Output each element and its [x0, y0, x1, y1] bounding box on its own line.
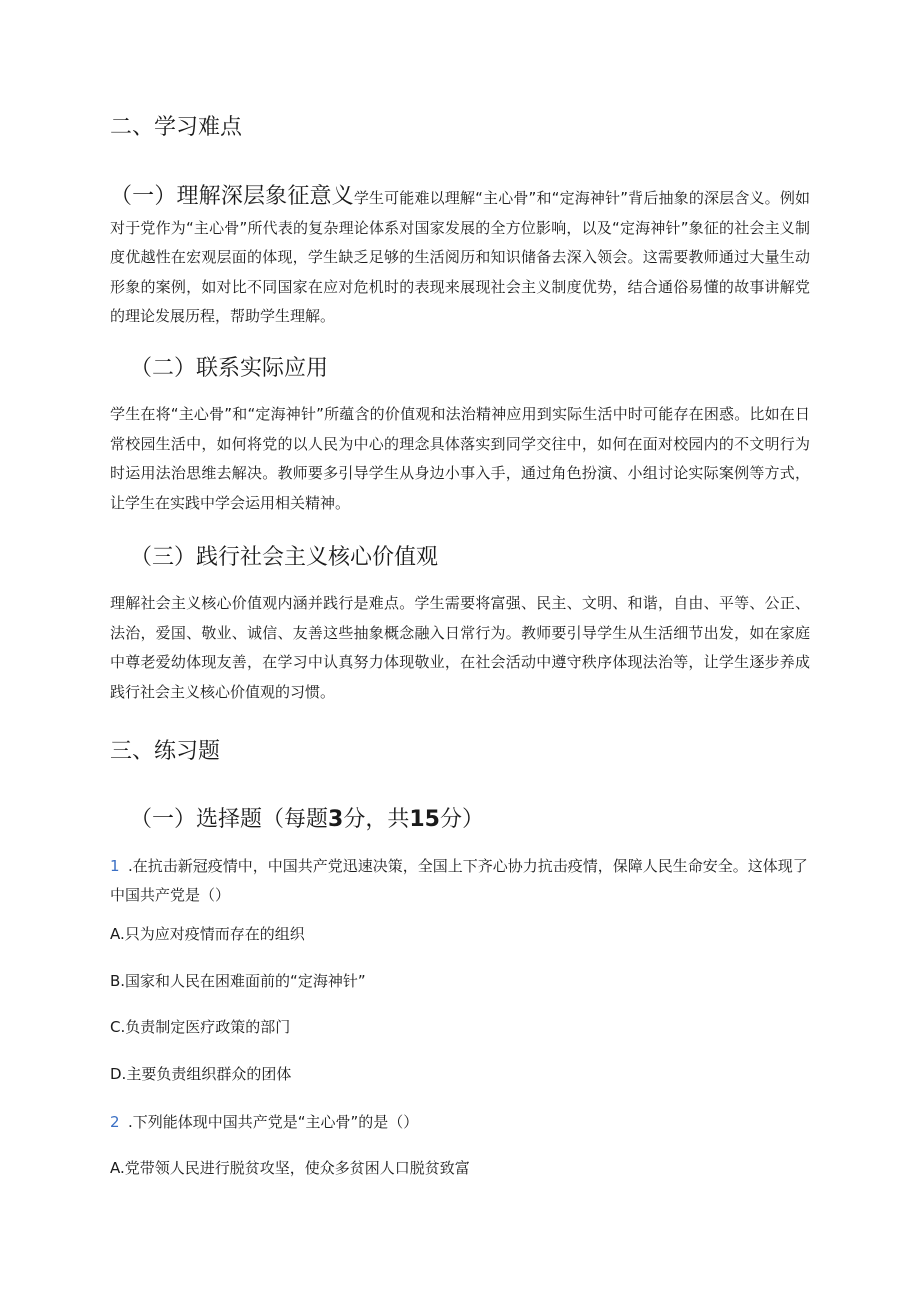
question-1-option-b: B.国家和人民在困难面前的“定海神针” [110, 972, 366, 990]
difficulty-2-heading: （二）联系实际应用 [130, 356, 329, 381]
question-1 [110, 852, 810, 910]
question-1-option-d: D.主要负责组织群众的团体 [110, 1065, 292, 1083]
difficulty-1-text: 学生可能难以理解“主心骨”和“定海神针”背后抽象的深层含义。例如对于党作为“主心骨”所代表的复杂理论体系对国家发展的全方位影响，以及“定海神针”象征的社会主义制度优越性在宏观层面的体现，学生缺乏足够的生活阅历和知识储备去深入领会。这需要教师通过大量生动形象的案例，如对比不同国家在应对危机时的表现来展现社会主义制度优势，结合通俗易懂的故事讲解党的理论发展历程，帮助学生理解。 [110, 189, 810, 325]
choice-heading-part: 分，共 [343, 807, 410, 832]
choice-heading-part: 分） [439, 807, 484, 832]
difficulty-2-text: 学生在将“主心骨”和“定海神针”所蕴含的价值观和法治精神应用到实际生活中时可能存在困惑。比如在日常校园生活中，如何将党的以人民为中心的理念具体落实到同学交往中，如何在面对校园内的不文明行为时运用法治思维去解决。教师要多引导学生从身边小事入手，通过角色扮演、小组讨论实际案例等方式，让学生在实践中学会运用相关精神。 [110, 405, 810, 512]
difficulty-3-text: 理解社会主义核心价值观内涵并践行是难点。学生需要将富强、民主、文明、和谐，自由、平等、公正、法治，爱国、敬业、诚信、友善这些抽象概念融入日常行为。教师要引导学生从生活细节出发，如在家庭中尊老爱幼体现友善，在学习中认真努力体现敬业，在社会活动中遵守秩序体现法治等，让学生逐步养成践行社会主义核心价值观的习惯。 [110, 594, 810, 701]
question-1-option-c: C.负责制定医疗政策的部门 [110, 1018, 291, 1036]
difficulty-1-heading: （一）理解深层象征意义 [110, 184, 354, 209]
choice-heading-part: （一）选择题（每题 [130, 807, 329, 832]
difficulty-1-paragraph [110, 182, 810, 332]
points-per-question: 3 [328, 807, 344, 832]
difficulty-3-heading: （三）践行社会主义核心价值观 [130, 545, 439, 570]
question-number: 2 [110, 1113, 120, 1131]
section-heading-exercises: 三、练习题 [110, 739, 221, 764]
section-heading-difficulties: 二、学习难点 [110, 115, 243, 140]
question-2-option-a: A.党带领人民进行脱贫攻坚，使众多贫困人口脱贫致富 [110, 1159, 470, 1177]
question-stem: .在抗击新冠疫情中，中国共产党迅速决策，全国上下齐心协力抗击疫情，保障人民生命安全。这体现了中国共产党是（） [110, 857, 808, 904]
question-1-option-a: A.只为应对疫情而存在的组织 [110, 925, 305, 943]
choice-questions-heading [130, 805, 484, 835]
question-number: 1 [110, 857, 120, 875]
total-points: 15 [409, 807, 440, 832]
question-2 [110, 1108, 810, 1137]
question-stem: .下列能体现中国共产党是“主心骨”的是（） [128, 1113, 419, 1131]
